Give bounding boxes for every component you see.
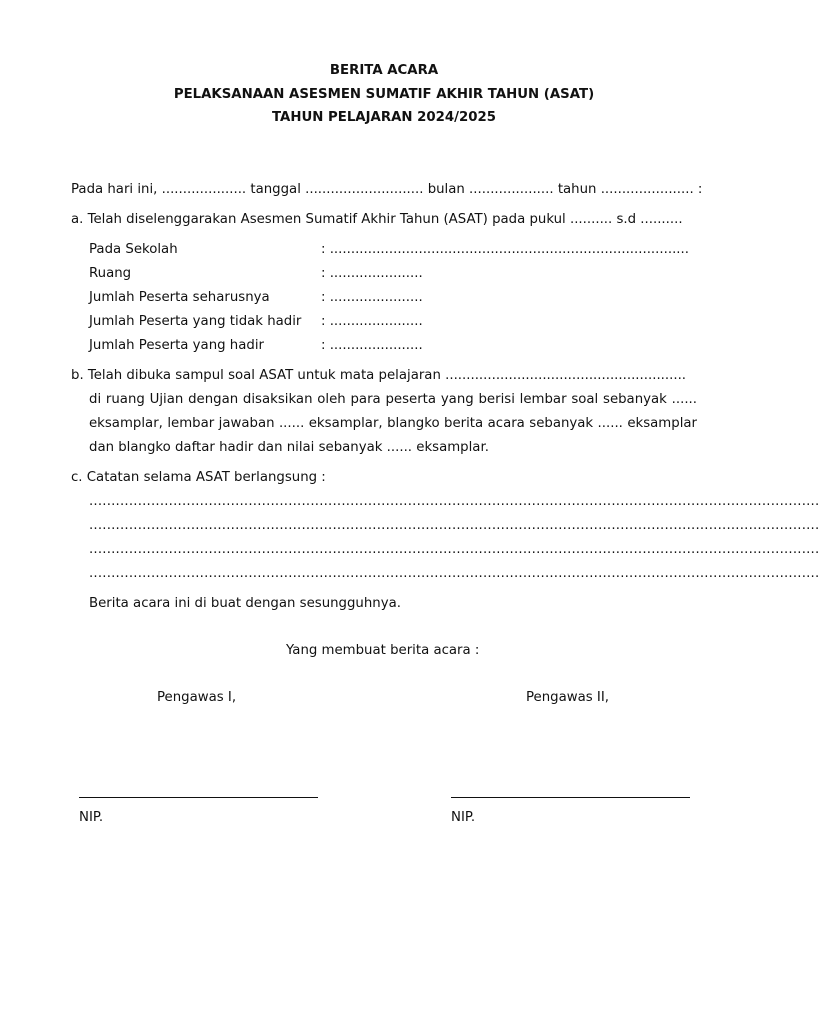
field-label-expected: Jumlah Peserta seharusnya xyxy=(89,290,270,305)
supervisor-1-signature-line xyxy=(79,797,318,798)
section-b-line1: b. Telah dibuka sampul soal ASAT untuk mata pelajaran ......................................................... xyxy=(71,368,687,383)
supervisor-1-nip: NIP. xyxy=(79,810,104,825)
supervisor-2-title: Pengawas II, xyxy=(526,690,609,705)
section-c-label: c. Catatan selama ASAT berlangsung : xyxy=(71,470,326,485)
section-a-text: a. Telah diselenggarakan Asesmen Sumatif Akhir Tahun (ASAT) pada pukul .......... s.d .......... xyxy=(71,212,683,227)
field-value-absent: : ...................... xyxy=(321,314,423,329)
notes-dotted-line: ..................................................................................................................................................................... xyxy=(89,566,819,581)
signature-heading: Yang membuat berita acara : xyxy=(286,643,480,658)
field-value-expected: : ...................... xyxy=(321,290,423,305)
supervisor-1-title: Pengawas I, xyxy=(157,690,237,705)
field-label-school: Pada Sekolah xyxy=(89,242,178,257)
section-b-line3: eksamplar, lembar jawaban ...... eksamplar, blangko berita acara sebanyak ...... eksamplar xyxy=(89,416,697,431)
notes-dotted-line: ..................................................................................................................................................................... xyxy=(89,494,819,509)
section-b-line4: dan blangko daftar hadir dan nilai sebanyak ...... eksamplar. xyxy=(89,440,489,455)
doc-year: TAHUN PELAJARAN 2024/2025 xyxy=(271,110,496,125)
supervisor-2-nip: NIP. xyxy=(451,810,476,825)
closing-statement: Berita acara ini di buat dengan sesungguhnya. xyxy=(89,596,401,611)
notes-dotted-line: ..................................................................................................................................................................... xyxy=(89,542,819,557)
section-b-line2: di ruang Ujian dengan disaksikan oleh para peserta yang berisi lembar soal sebanyak ...... xyxy=(89,392,697,407)
field-label-present: Jumlah Peserta yang hadir xyxy=(89,338,264,353)
doc-subtitle: PELAKSANAAN ASESMEN SUMATIF AKHIR TAHUN (ASAT) xyxy=(173,87,595,102)
field-value-school: : ..................................................................................... xyxy=(321,242,689,257)
notes-dotted-line: ..................................................................................................................................................................... xyxy=(89,518,819,533)
field-label-absent: Jumlah Peserta yang tidak hadir xyxy=(89,314,302,329)
doc-title: BERITA ACARA xyxy=(329,63,439,78)
field-value-room: : ...................... xyxy=(321,266,423,281)
field-value-present: : ...................... xyxy=(321,338,423,353)
field-label-room: Ruang xyxy=(89,266,132,281)
intro-line: Pada hari ini, .................... tanggal ............................ bulan .................... tahun ...................... : xyxy=(71,182,703,197)
supervisor-2-signature-line xyxy=(451,797,690,798)
